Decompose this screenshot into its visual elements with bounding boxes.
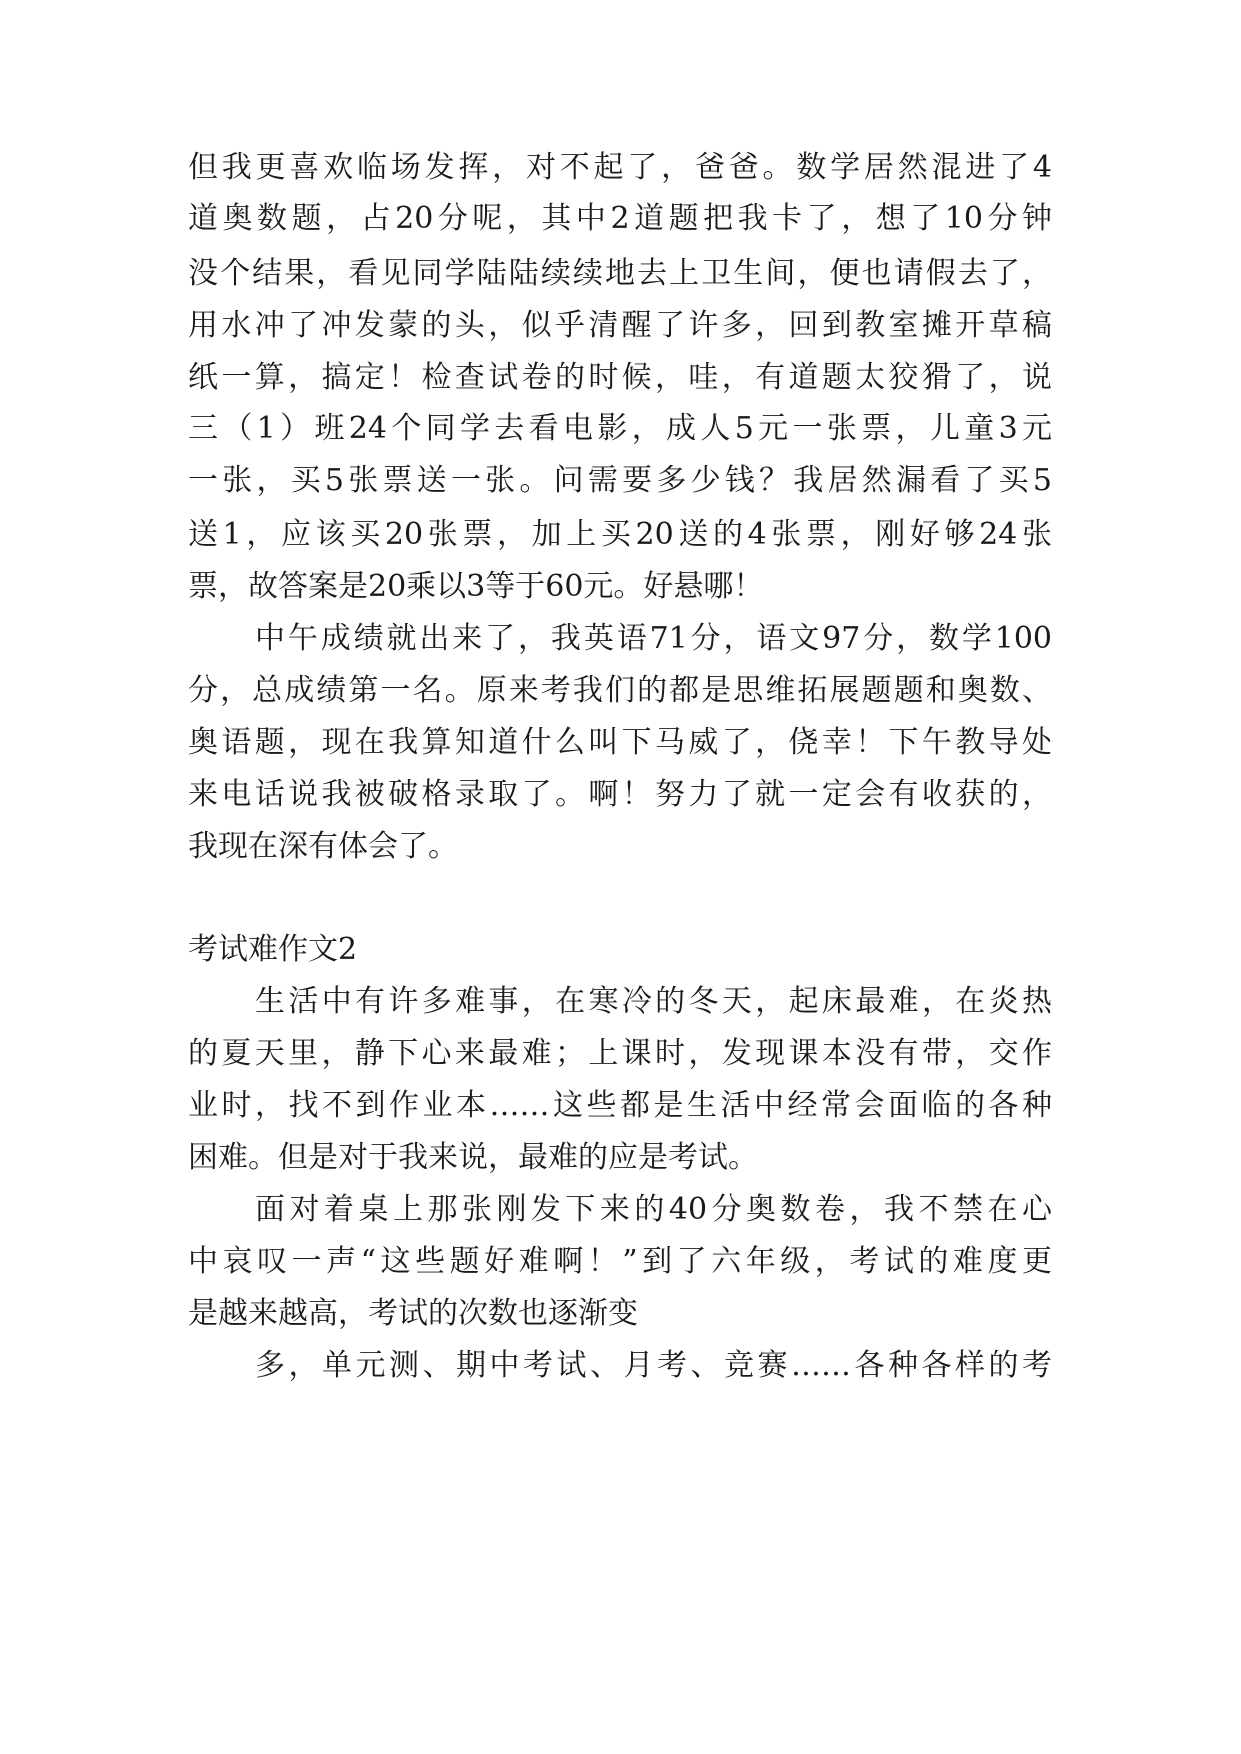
text-line: 票，故答案是20乘以3等于60元。好悬哪！	[188, 569, 764, 604]
text-line: 三（1）班24个同学去看电影，成人5元一张票，儿童3元	[188, 411, 1052, 446]
text-line: 一张，买5张票送一张。问需要多少钱？我居然漏看了买5	[188, 463, 1052, 498]
text-line: 分，总成绩第一名。原来考我们的都是思维拓展题题和奥数、	[188, 673, 1052, 708]
text-line: 中哀叹一声“这些题好难啊！”到了六年级，考试的难度更	[188, 1244, 1052, 1279]
text-line: 用水冲了冲发蒙的头，似乎清醒了许多，回到教室摊开草稿	[188, 308, 1052, 343]
text-line: 纸一算，搞定！检查试卷的时候，哇，有道题太狡猾了，说	[188, 360, 1052, 395]
section-title: 考试难作文2	[188, 932, 358, 967]
text-line: 面对着桌上那张刚发下来的40分奥数卷，我不禁在心	[255, 1192, 1052, 1227]
text-line: 生活中有许多难事，在寒冷的冬天，起床最难，在炎热	[255, 984, 1052, 1019]
text-line: 来电话说我被破格录取了。啊！努力了就一定会有收获的，	[188, 777, 1052, 812]
text-line: 中午成绩就出来了，我英语71分，语文97分，数学100	[255, 621, 1052, 656]
text-line: 多，单元测、期中考试、月考、竞赛……各种各样的考	[255, 1348, 1052, 1383]
text-line: 是越来越高，考试的次数也逐渐变	[188, 1296, 638, 1331]
text-line: 的夏天里，静下心来最难；上课时，发现课本没有带，交作	[188, 1036, 1052, 1071]
text-line: 奥语题，现在我算知道什么叫下马威了，侥幸！下午教导处	[188, 725, 1052, 760]
text-line: 业时，找不到作业本……这些都是生活中经常会面临的各种	[188, 1088, 1052, 1123]
text-line: 没个结果，看见同学陆陆续续地去上卫生间，便也请假去了，	[188, 256, 1052, 291]
text-line: 道奥数题，占20分呢，其中2道题把我卡了，想了10分钟	[188, 201, 1052, 236]
text-line: 送1，应该买20张票，加上买20送的4张票，刚好够24张	[188, 517, 1052, 552]
text-line: 困难。但是对于我来说，最难的应是考试。	[188, 1140, 758, 1175]
text-line: 我现在深有体会了。	[188, 829, 458, 864]
text-line: 但我更喜欢临场发挥，对不起了，爸爸。数学居然混进了4	[188, 150, 1052, 185]
